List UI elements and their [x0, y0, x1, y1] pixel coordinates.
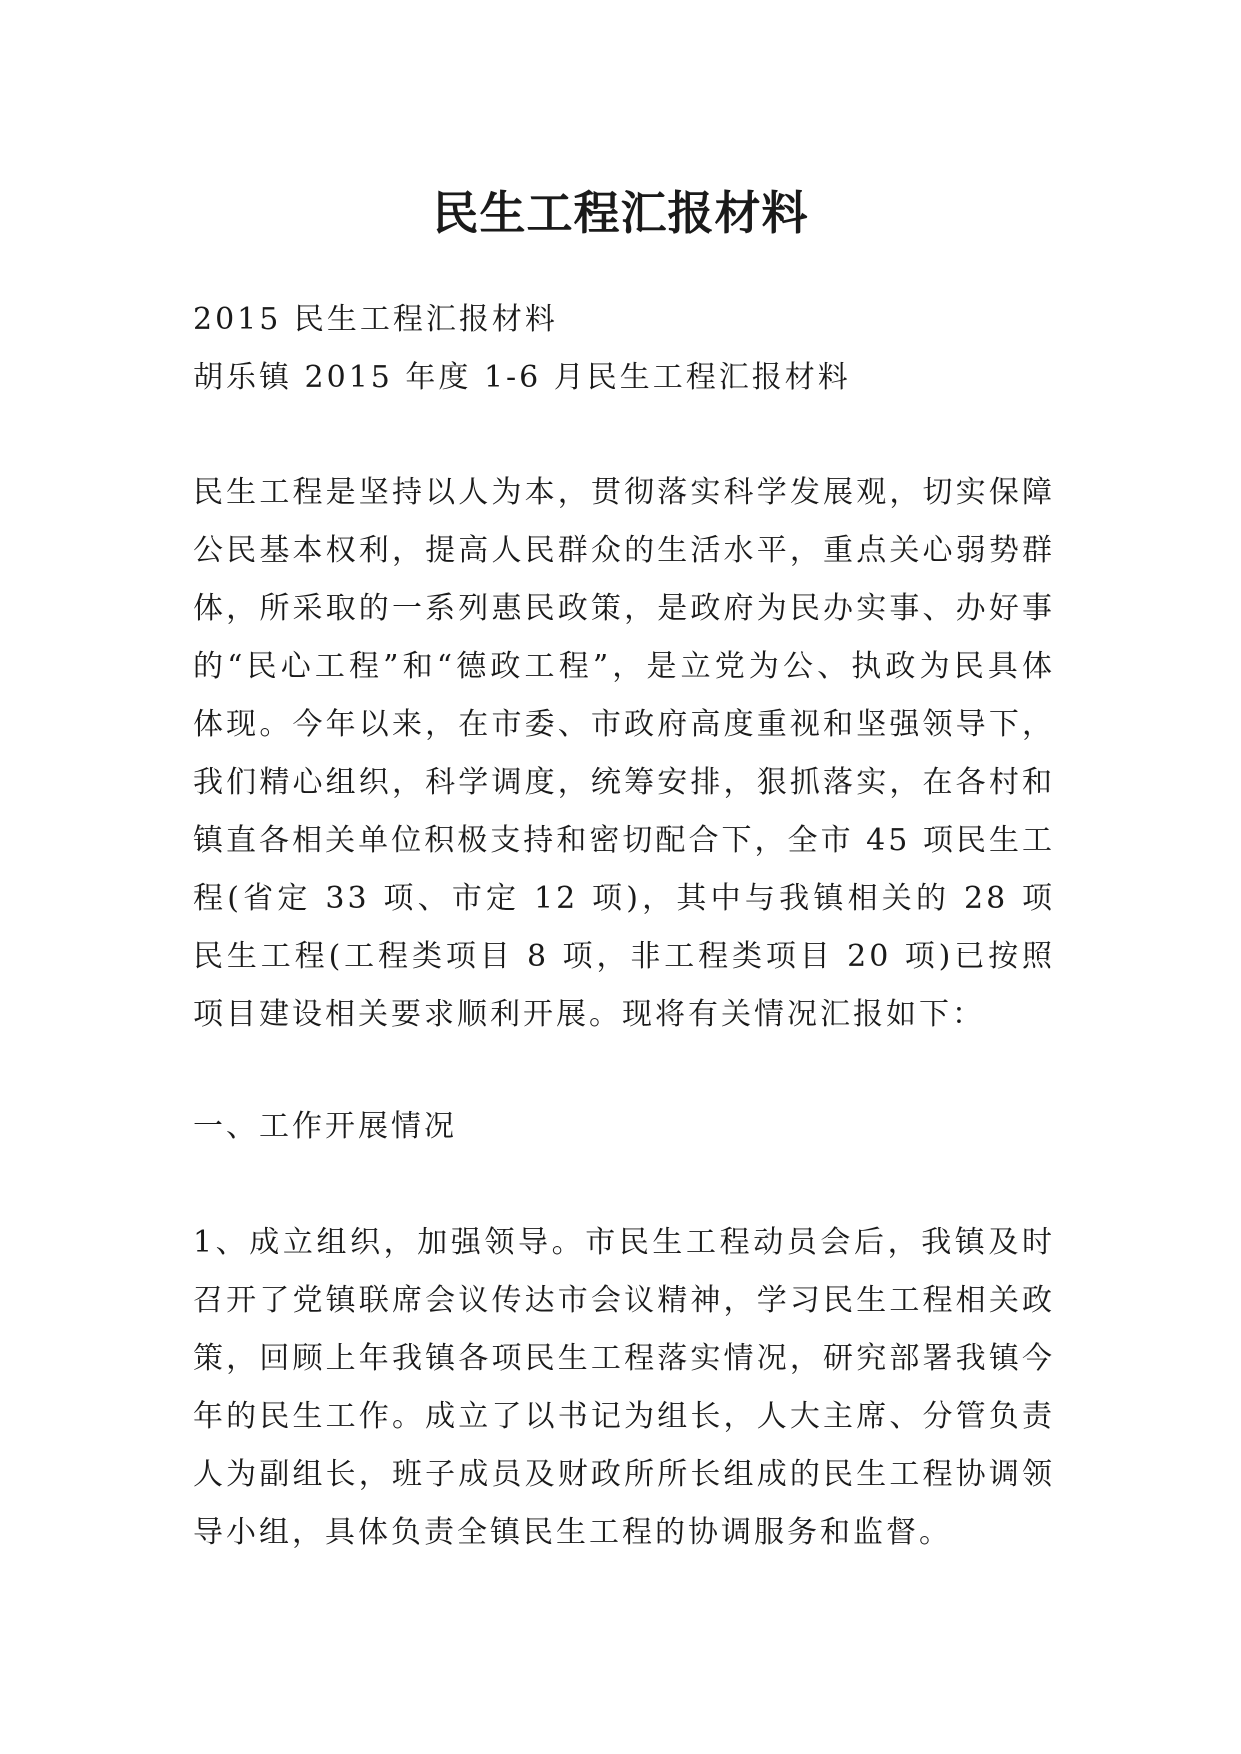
document-subtitle-town: 胡乐镇 2015 年度 1-6 月民生工程汇报材料 — [193, 360, 851, 395]
section-paragraph: 1、成立组织，加强领导。市民生工程动员会后，我镇及时召开了党镇联席会议传达市会议精神，学习民生工程相关政策，回顾上年我镇各项民生工程落实情况，研究部署我镇今年的民生工作。成立了以书记为组长，人大主席、分管负责人为副组长，班子成员及财政所所长组成的民生工程协调领导小组，具体负责全镇民生工程的协调服务和监督。 — [193, 1225, 1055, 1550]
document-title: 民生工程汇报材料 — [432, 185, 809, 240]
document-subtitle: 2015 民生工程汇报材料 — [193, 302, 558, 337]
intro-paragraph: 民生工程是坚持以人为本，贯彻落实科学发展观，切实保障公民基本权利，提高人民群众的生活水平，重点关心弱势群体，所采取的一系列惠民政策，是政府为民办实事、办好事的“民心工程”和“德政工程”，是立党为公、执政为民具体体现。今年以来，在市委、市政府高度重视和坚强领导下，我们精心组织，科学调度，统筹安排，狠抓落实，在各村和镇直各相关单位积极支持和密切配合下，全市 45 项民生工程(省定 33 项、市定 12 项)，其中与我镇相关的 28 项民生工程(工程类项目 8 项，非工程类项目 20 项)已按照项目建设相关要求顺利开展。现将有关情况汇报如下： — [193, 475, 1055, 1032]
section-heading: 一、工作开展情况 — [193, 1109, 457, 1144]
